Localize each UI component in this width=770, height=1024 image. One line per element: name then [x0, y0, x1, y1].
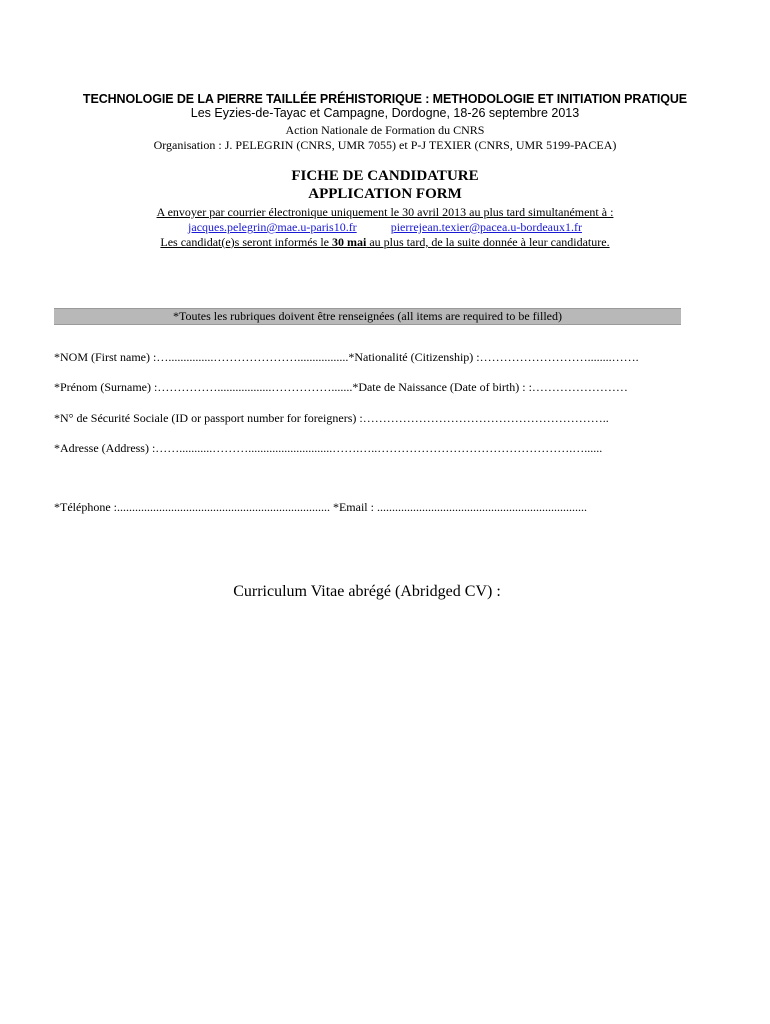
notification-notice	[0, 235, 770, 250]
surname-birthdate-field[interactable]: *Prénom (Surname) :……………..................…………….......*Date de Naissance (Date of birth) : :……………………	[54, 380, 628, 394]
notice-text-before: Les candidat(e)s seront informés le	[160, 235, 332, 249]
required-fields-banner: *Toutes les rubriques doivent être renseignées (all items are required to be filled)	[54, 308, 681, 325]
action-nationale-line: Action Nationale de Formation du CNRS	[285, 123, 485, 137]
cv-heading: Curriculum Vitae abrégé (Abridged CV) :	[233, 583, 501, 600]
submission-instructions: A envoyer par courrier électronique uniquement le 30 avril 2013 au plus tard simultanément à :	[156, 205, 614, 219]
email-link-texier[interactable]: pierrejean.texier@pacea.u-bordeaux1.fr	[390, 220, 582, 234]
course-location-dates: Les Eyzies-de-Tayac et Campagne, Dordogne, 18-26 septembre 2013	[190, 106, 580, 120]
notice-text-after: au plus tard, de la suite donnée à leur candidature.	[366, 235, 610, 249]
form-title-english: APPLICATION FORM	[308, 186, 462, 202]
contact-emails	[0, 220, 770, 235]
phone-email-field[interactable]: *Téléphone :....................................................................... *Email : ......................................................................	[54, 500, 587, 514]
email-link-pelegrin[interactable]: jacques.pelegrin@mae.u-paris10.fr	[188, 220, 357, 234]
address-field[interactable]: *Adresse (Address) :……...........………............................…….…..………………………………………….…......	[54, 441, 603, 455]
notice-date: 30 mai	[332, 235, 367, 249]
organisation-line: Organisation : J. PELEGRIN (CNRS, UMR 7055) et P-J TEXIER (CNRS, UMR 5199-PACEA)	[153, 138, 617, 152]
social-security-field[interactable]: *N° de Sécurité Sociale (ID or passport number for foreigners) :……………………………………………………..	[54, 411, 609, 425]
course-title: TECHNOLOGIE DE LA PIERRE TAILLÉE PRÉHISTORIQUE : METHODOLOGIE ET INITIATION PRATIQUE	[82, 92, 688, 106]
form-title-french: FICHE DE CANDIDATURE	[291, 168, 479, 184]
name-nationality-field[interactable]: *NOM (First name) :…...............………………….................*Nationalité (Citizenship) :………………………........…….	[54, 350, 639, 364]
